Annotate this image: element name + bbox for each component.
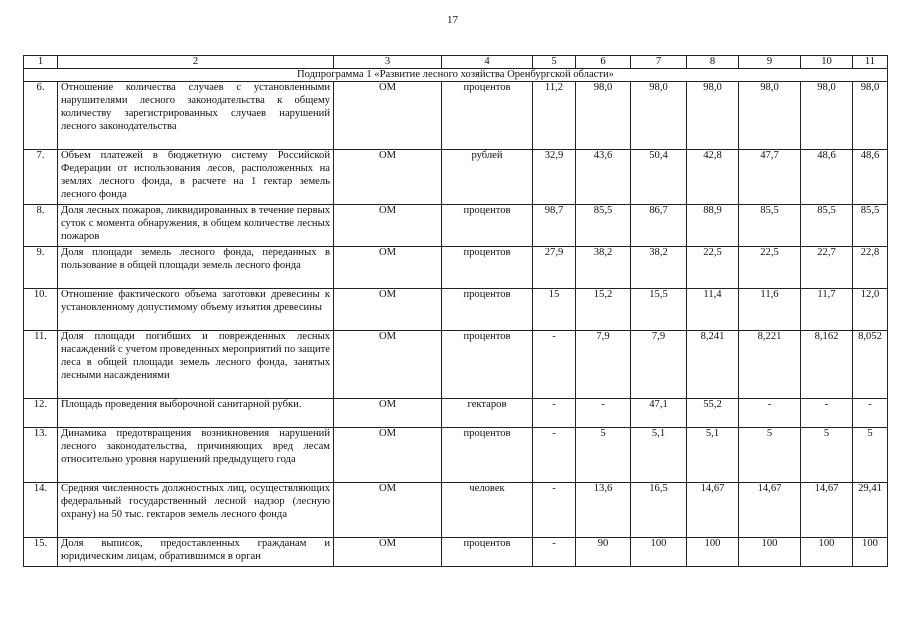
value-cell: 90 bbox=[576, 538, 631, 567]
table-row bbox=[24, 205, 888, 247]
row-number: 11. bbox=[24, 331, 58, 399]
column-number: 4 bbox=[442, 56, 533, 69]
row-number: 15. bbox=[24, 538, 58, 567]
indicator-name: Доля площади земель лесного фонда, переданных в пользование в общей площади земель лесного фонда bbox=[58, 247, 334, 289]
value-cell: 16,5 bbox=[631, 483, 687, 538]
value-cell: 22,5 bbox=[687, 247, 739, 289]
column-number: 9 bbox=[739, 56, 801, 69]
value-cell: 11,6 bbox=[739, 289, 801, 331]
value-cell: 14,67 bbox=[687, 483, 739, 538]
value-cell: 98,0 bbox=[739, 82, 801, 150]
value-cell: 27,9 bbox=[533, 247, 576, 289]
value-cell: 22,5 bbox=[739, 247, 801, 289]
column-number: 10 bbox=[801, 56, 853, 69]
column-number: 1 bbox=[24, 56, 58, 69]
unit: процентов bbox=[442, 538, 533, 567]
indicator-name: Объем платежей в бюджетную систему Российской Федерации от использования лесов, расположенных на землях лесного фонда, в расчете на 1 гектар земель лесного фонда bbox=[58, 150, 334, 205]
row-number: 14. bbox=[24, 483, 58, 538]
value-cell: 100 bbox=[853, 538, 888, 567]
indicator-type: ОМ bbox=[334, 150, 442, 205]
value-cell: - bbox=[533, 399, 576, 428]
indicators-table bbox=[23, 55, 888, 567]
indicator-name: Отношение фактического объема заготовки древесины к установленному допустимому объему изъятия древесины bbox=[58, 289, 334, 331]
table-row bbox=[24, 483, 888, 538]
unit: процентов bbox=[442, 428, 533, 483]
value-cell: 22,7 bbox=[801, 247, 853, 289]
indicator-type: ОМ bbox=[334, 331, 442, 399]
row-number: 6. bbox=[24, 82, 58, 150]
indicator-type: ОМ bbox=[334, 428, 442, 483]
unit: гектаров bbox=[442, 399, 533, 428]
value-cell: 7,9 bbox=[576, 331, 631, 399]
indicator-type: ОМ bbox=[334, 205, 442, 247]
value-cell: 8,241 bbox=[687, 331, 739, 399]
value-cell: 50,4 bbox=[631, 150, 687, 205]
table-row bbox=[24, 399, 888, 428]
unit: процентов bbox=[442, 82, 533, 150]
value-cell: 98,7 bbox=[533, 205, 576, 247]
unit: процентов bbox=[442, 205, 533, 247]
indicator-name: Отношение количества случаев с установленными нарушителями лесного законодательства к общему количеству зарегистрированных случаев нарушений лесного законодательства bbox=[58, 82, 334, 150]
table-row bbox=[24, 289, 888, 331]
row-number: 8. bbox=[24, 205, 58, 247]
value-cell: 15 bbox=[533, 289, 576, 331]
value-cell: 5 bbox=[853, 428, 888, 483]
value-cell: - bbox=[576, 399, 631, 428]
value-cell: 11,2 bbox=[533, 82, 576, 150]
indicator-type: ОМ bbox=[334, 289, 442, 331]
value-cell: 14,67 bbox=[739, 483, 801, 538]
value-cell: 98,0 bbox=[631, 82, 687, 150]
value-cell: 11,4 bbox=[687, 289, 739, 331]
value-cell: - bbox=[853, 399, 888, 428]
indicator-name: Площадь проведения выборочной санитарной рубки. bbox=[58, 399, 334, 428]
value-cell: 55,2 bbox=[687, 399, 739, 428]
value-cell: - bbox=[533, 483, 576, 538]
indicator-type: ОМ bbox=[334, 483, 442, 538]
table-row bbox=[24, 428, 888, 483]
value-cell: 8,221 bbox=[739, 331, 801, 399]
row-number: 12. bbox=[24, 399, 58, 428]
unit: процентов bbox=[442, 247, 533, 289]
value-cell: 29,41 bbox=[853, 483, 888, 538]
value-cell: 48,6 bbox=[853, 150, 888, 205]
value-cell: 15,2 bbox=[576, 289, 631, 331]
value-cell: - bbox=[533, 538, 576, 567]
row-number: 7. bbox=[24, 150, 58, 205]
table-row bbox=[24, 150, 888, 205]
value-cell: 12,0 bbox=[853, 289, 888, 331]
value-cell: 98,0 bbox=[801, 82, 853, 150]
value-cell: 5 bbox=[576, 428, 631, 483]
row-number: 10. bbox=[24, 289, 58, 331]
row-number: 13. bbox=[24, 428, 58, 483]
unit: процентов bbox=[442, 289, 533, 331]
value-cell: 38,2 bbox=[631, 247, 687, 289]
column-number: 7 bbox=[631, 56, 687, 69]
value-cell: 5,1 bbox=[631, 428, 687, 483]
value-cell: 42,8 bbox=[687, 150, 739, 205]
value-cell: 14,67 bbox=[801, 483, 853, 538]
subprogram-row bbox=[24, 69, 888, 82]
value-cell: 5,1 bbox=[687, 428, 739, 483]
value-cell: 38,2 bbox=[576, 247, 631, 289]
value-cell: 5 bbox=[739, 428, 801, 483]
column-number: 11 bbox=[853, 56, 888, 69]
indicator-type: ОМ bbox=[334, 399, 442, 428]
column-number: 2 bbox=[58, 56, 334, 69]
column-number: 5 bbox=[533, 56, 576, 69]
value-cell: 22,8 bbox=[853, 247, 888, 289]
value-cell: 43,6 bbox=[576, 150, 631, 205]
value-cell: 98,0 bbox=[576, 82, 631, 150]
indicator-type: ОМ bbox=[334, 538, 442, 567]
value-cell: 85,5 bbox=[853, 205, 888, 247]
value-cell: - bbox=[801, 399, 853, 428]
value-cell: - bbox=[739, 399, 801, 428]
value-cell: 7,9 bbox=[631, 331, 687, 399]
column-number-row bbox=[24, 56, 888, 69]
value-cell: 88,9 bbox=[687, 205, 739, 247]
table-row bbox=[24, 538, 888, 567]
value-cell: 15,5 bbox=[631, 289, 687, 331]
table-row bbox=[24, 331, 888, 399]
unit: рублей bbox=[442, 150, 533, 205]
value-cell: 86,7 bbox=[631, 205, 687, 247]
value-cell: 8,162 bbox=[801, 331, 853, 399]
page-number: 17 bbox=[447, 14, 458, 26]
indicator-type: ОМ bbox=[334, 247, 442, 289]
table-row bbox=[24, 82, 888, 150]
value-cell: 8,052 bbox=[853, 331, 888, 399]
value-cell: 48,6 bbox=[801, 150, 853, 205]
unit: процентов bbox=[442, 331, 533, 399]
unit: человек bbox=[442, 483, 533, 538]
column-number: 3 bbox=[334, 56, 442, 69]
indicator-type: ОМ bbox=[334, 82, 442, 150]
value-cell: 100 bbox=[739, 538, 801, 567]
value-cell: 47,7 bbox=[739, 150, 801, 205]
value-cell: 85,5 bbox=[739, 205, 801, 247]
value-cell: 47,1 bbox=[631, 399, 687, 428]
table-row bbox=[24, 247, 888, 289]
value-cell: 85,5 bbox=[801, 205, 853, 247]
value-cell: 100 bbox=[801, 538, 853, 567]
indicator-name: Доля лесных пожаров, ликвидированных в течение первых суток с момента обнаружения, в общем количестве лесных пожаров bbox=[58, 205, 334, 247]
indicator-name: Доля выписок, предоставленных гражданам и юридическим лицам, обратившимся в орган bbox=[58, 538, 334, 567]
indicator-name: Доля площади погибших и поврежденных лесных насаждений с учетом проведенных мероприятий по защите леса в общей площади земель лесного фонда, занятых лесными насаждениями bbox=[58, 331, 334, 399]
column-number: 6 bbox=[576, 56, 631, 69]
value-cell: 11,7 bbox=[801, 289, 853, 331]
value-cell: 100 bbox=[631, 538, 687, 567]
value-cell: 98,0 bbox=[853, 82, 888, 150]
indicator-name: Динамика предотвращения возникновения нарушений лесного законодательства, причиняющих вред лесам относительно уровня нарушений предыдущего года bbox=[58, 428, 334, 483]
indicator-name: Средняя численность должностных лиц, осуществляющих федеральный государственный лесной надзор (лесную охрану) на 50 тыс. гектаров земель лесного фонда bbox=[58, 483, 334, 538]
column-number: 8 bbox=[687, 56, 739, 69]
value-cell: 13,6 bbox=[576, 483, 631, 538]
value-cell: 85,5 bbox=[576, 205, 631, 247]
value-cell: 98,0 bbox=[687, 82, 739, 150]
row-number: 9. bbox=[24, 247, 58, 289]
value-cell: - bbox=[533, 428, 576, 483]
value-cell: 100 bbox=[687, 538, 739, 567]
subprogram-title: Подпрограмма 1 «Развитие лесного хозяйства Оренбургской области» bbox=[24, 69, 888, 82]
value-cell: 5 bbox=[801, 428, 853, 483]
value-cell: 32,9 bbox=[533, 150, 576, 205]
value-cell: - bbox=[533, 331, 576, 399]
